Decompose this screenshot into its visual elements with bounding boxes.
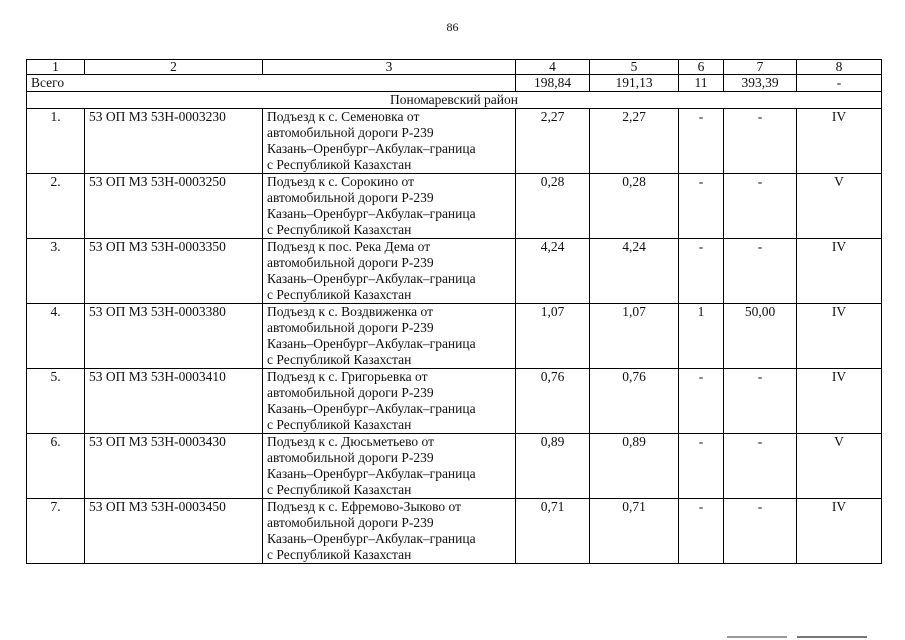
description-line: с Республикой Казахстан — [267, 222, 412, 237]
row-number: 5. — [27, 369, 85, 434]
road-code: 53 ОП МЗ 53Н-0003450 — [85, 499, 263, 564]
road-description — [263, 304, 516, 369]
bridges-length: - — [724, 369, 797, 434]
description-line: Казань–Оренбург–Акбулак–граница — [267, 206, 476, 221]
length-paved: 4,24 — [590, 239, 679, 304]
column-number: 4 — [516, 60, 590, 75]
road-code: 53 ОП МЗ 53Н-0003350 — [85, 239, 263, 304]
bridges-count: - — [679, 499, 724, 564]
length-total: 0,28 — [516, 174, 590, 239]
total-label: Всего — [27, 75, 516, 92]
road-category: IV — [797, 369, 882, 434]
length-total: 1,07 — [516, 304, 590, 369]
description-line: с Республикой Казахстан — [267, 352, 412, 367]
column-number: 1 — [27, 60, 85, 75]
bridges-count: - — [679, 369, 724, 434]
road-category: V — [797, 174, 882, 239]
bridges-length: - — [724, 109, 797, 174]
description-line: Подъезд к с. Воздвиженка от — [267, 304, 433, 319]
column-number: 2 — [85, 60, 263, 75]
bridges-length: 50,00 — [724, 304, 797, 369]
row-number: 7. — [27, 499, 85, 564]
row-number: 3. — [27, 239, 85, 304]
description-line: Подъезд к пос. Река Дема от — [267, 239, 431, 254]
table-row — [27, 369, 882, 434]
description-line: с Республикой Казахстан — [267, 417, 412, 432]
row-number: 2. — [27, 174, 85, 239]
description-line: Казань–Оренбург–Акбулак–граница — [267, 271, 476, 286]
table-row — [27, 239, 882, 304]
total-col5: 191,13 — [590, 75, 679, 92]
length-total: 0,76 — [516, 369, 590, 434]
road-code: 53 ОП МЗ 53Н-0003380 — [85, 304, 263, 369]
road-category: IV — [797, 239, 882, 304]
description-line: Подъезд к с. Сорокино от — [267, 174, 414, 189]
description-line: автомобильной дороги Р-239 — [267, 450, 434, 465]
description-line: с Республикой Казахстан — [267, 287, 412, 302]
road-category: IV — [797, 109, 882, 174]
column-number: 8 — [797, 60, 882, 75]
length-paved: 0,28 — [590, 174, 679, 239]
bridges-count: - — [679, 239, 724, 304]
road-description — [263, 369, 516, 434]
total-col6: 11 — [679, 75, 724, 92]
table-row — [27, 109, 882, 174]
description-line: Казань–Оренбург–Акбулак–граница — [267, 141, 476, 156]
district-name: Пономаревский район — [27, 92, 882, 109]
description-line: Казань–Оренбург–Акбулак–граница — [267, 336, 476, 351]
bridges-count: - — [679, 109, 724, 174]
description-line: с Республикой Казахстан — [267, 482, 412, 497]
road-code: 53 ОП МЗ 53Н-0003410 — [85, 369, 263, 434]
length-total: 0,71 — [516, 499, 590, 564]
description-line: Подъезд к с. Григорьевка от — [267, 369, 428, 384]
description-line: Подъезд к с. Дюсьметьево от — [267, 434, 435, 449]
column-number-row — [27, 60, 882, 75]
roads-table — [26, 59, 882, 564]
description-line: Подъезд к с. Семеновка от — [267, 109, 420, 124]
description-line: с Республикой Казахстан — [267, 547, 412, 562]
description-line: автомобильной дороги Р-239 — [267, 125, 434, 140]
bridges-length: - — [724, 434, 797, 499]
description-line: автомобильной дороги Р-239 — [267, 255, 434, 270]
road-code: 53 ОП МЗ 53Н-0003250 — [85, 174, 263, 239]
row-number: 6. — [27, 434, 85, 499]
road-description — [263, 109, 516, 174]
description-line: с Республикой Казахстан — [267, 157, 412, 172]
length-paved: 0,89 — [590, 434, 679, 499]
row-number: 1. — [27, 109, 85, 174]
district-row — [27, 92, 882, 109]
table-row — [27, 499, 882, 564]
road-code: 53 ОП МЗ 53Н-0003430 — [85, 434, 263, 499]
road-description — [263, 434, 516, 499]
total-col7: 393,39 — [724, 75, 797, 92]
road-description — [263, 499, 516, 564]
length-paved: 1,07 — [590, 304, 679, 369]
page-number: 86 — [446, 20, 459, 34]
road-description — [263, 174, 516, 239]
row-number: 4. — [27, 304, 85, 369]
road-category: IV — [797, 499, 882, 564]
total-col4: 198,84 — [516, 75, 590, 92]
description-line: Подъезд к с. Ефремово-Зыково от — [267, 499, 462, 514]
description-line: автомобильной дороги Р-239 — [267, 190, 434, 205]
column-number: 7 — [724, 60, 797, 75]
length-total: 0,89 — [516, 434, 590, 499]
column-number: 3 — [263, 60, 516, 75]
bridges-length: - — [724, 499, 797, 564]
description-line: Казань–Оренбург–Акбулак–граница — [267, 401, 476, 416]
table-row — [27, 304, 882, 369]
column-number: 5 — [590, 60, 679, 75]
length-paved: 0,71 — [590, 499, 679, 564]
description-line: автомобильной дороги Р-239 — [267, 515, 434, 530]
length-total: 2,27 — [516, 109, 590, 174]
description-line: автомобильной дороги Р-239 — [267, 320, 434, 335]
road-category: V — [797, 434, 882, 499]
length-total: 4,24 — [516, 239, 590, 304]
bridges-length: - — [724, 174, 797, 239]
bridges-count: - — [679, 174, 724, 239]
table-row — [27, 174, 882, 239]
total-row — [27, 75, 882, 92]
road-category: IV — [797, 304, 882, 369]
road-code: 53 ОП МЗ 53Н-0003230 — [85, 109, 263, 174]
table-row — [27, 434, 882, 499]
total-col8: - — [797, 75, 882, 92]
scan-mark — [797, 636, 867, 638]
scan-mark — [727, 636, 787, 638]
column-number: 6 — [679, 60, 724, 75]
bridges-count: 1 — [679, 304, 724, 369]
description-line: Казань–Оренбург–Акбулак–граница — [267, 531, 476, 546]
road-description — [263, 239, 516, 304]
bridges-length: - — [724, 239, 797, 304]
description-line: автомобильной дороги Р-239 — [267, 385, 434, 400]
description-line: Казань–Оренбург–Акбулак–граница — [267, 466, 476, 481]
length-paved: 2,27 — [590, 109, 679, 174]
length-paved: 0,76 — [590, 369, 679, 434]
bridges-count: - — [679, 434, 724, 499]
